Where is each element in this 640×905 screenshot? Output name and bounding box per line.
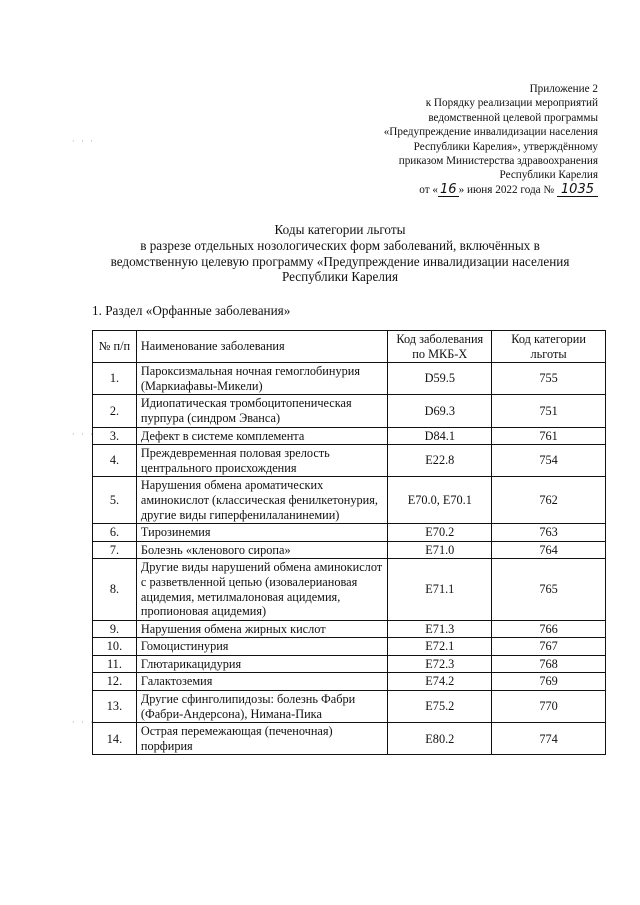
margin-mark: · · ·: [72, 718, 95, 727]
title-line: ведомственную целевую программу «Предупреждение инвалидизации населения: [110, 253, 570, 269]
document-title: [90, 222, 590, 285]
title-line: Республики Карелия: [281, 269, 399, 285]
annex-line: Приложение 2: [529, 83, 598, 95]
icd-code: E22.8: [388, 445, 492, 477]
title-line: в разрезе отдельных нозологических форм заболеваний, включённых в: [140, 237, 540, 253]
disease-name: Преждевременная половая зрелость центрального происхождения: [136, 445, 387, 477]
icd-code: E70.0, E70.1: [388, 477, 492, 524]
date-day-handwritten: 16: [440, 181, 457, 197]
benefit-category-code: 768: [492, 655, 606, 673]
icd-code: E71.0: [388, 541, 492, 559]
row-number: 11.: [93, 655, 137, 673]
disease-name: Идиопатическая тромбоцитопеническая пурпура (синдром Эванса): [136, 395, 387, 427]
icd-code: E74.2: [388, 673, 492, 691]
icd-code: E71.3: [388, 620, 492, 638]
disease-name: Тирозинемия: [136, 524, 387, 542]
icd-code: E72.3: [388, 655, 492, 673]
margin-mark: · · ·: [72, 430, 95, 439]
annex-line: Республики Карелия: [499, 169, 598, 182]
disease-name: Галактоземия: [136, 673, 387, 691]
table-row: [93, 541, 606, 559]
benefit-category-code: 770: [492, 691, 606, 723]
icd-code: E70.2: [388, 524, 492, 542]
icd-code: E71.1: [388, 559, 492, 620]
benefit-category-code: 761: [492, 427, 606, 445]
annex-date: [298, 183, 598, 197]
row-number: 6.: [93, 524, 137, 542]
disease-name: Нарушения обмена жирных кислот: [136, 620, 387, 638]
date-mid: » июня 2022 года №: [458, 183, 555, 196]
benefit-category-code: 754: [492, 445, 606, 477]
benefit-category-code: 767: [492, 638, 606, 656]
row-number: 1.: [93, 363, 137, 395]
row-number: 12.: [93, 673, 137, 691]
table-row: [93, 655, 606, 673]
benefit-category-code: 755: [492, 363, 606, 395]
row-number: 4.: [93, 445, 137, 477]
table-row: [93, 395, 606, 427]
annex-block: [298, 82, 598, 197]
benefit-category-code: 769: [492, 673, 606, 691]
row-number: 13.: [93, 691, 137, 723]
disease-name: Болезнь «кленового сиропа»: [136, 541, 387, 559]
disease-codes-table: [92, 330, 606, 755]
disease-name: Острая перемежающая (печеночная) порфирия: [136, 723, 387, 755]
row-number: 8.: [93, 559, 137, 620]
benefit-category-code: 765: [492, 559, 606, 620]
benefit-category-code: 751: [492, 395, 606, 427]
order-number-handwritten: 1035: [557, 183, 598, 197]
header-code: Код заболевания по МКБ-Х: [388, 331, 492, 363]
icd-code: E75.2: [388, 691, 492, 723]
row-number: 5.: [93, 477, 137, 524]
icd-code: D84.1: [388, 427, 492, 445]
row-number: 3.: [93, 427, 137, 445]
table-row: [93, 559, 606, 620]
table-row: [93, 445, 606, 477]
table-row: [93, 524, 606, 542]
margin-mark: · · ·: [72, 137, 95, 146]
benefit-category-code: 764: [492, 541, 606, 559]
benefit-category-code: 763: [492, 524, 606, 542]
annex-line: приказом Министерства здравоохранения: [398, 155, 598, 168]
annex-line: Республики Карелия», утверждённому: [413, 140, 598, 153]
table-row: [93, 638, 606, 656]
disease-name: Другие сфинголипидозы: болезнь Фабри (Фабри-Андерсона), Нимана-Пика: [136, 691, 387, 723]
table-header-row: [93, 331, 606, 363]
annex-line: к Порядку реализации мероприятий: [425, 97, 598, 110]
table-row: [93, 673, 606, 691]
date-prefix: от «: [419, 183, 439, 196]
row-number: 9.: [93, 620, 137, 638]
table-row: [93, 477, 606, 524]
disease-name: Нарушения обмена ароматических аминокислот (классическая фенилкетонурия, другие виды гиперфенилаланинемии): [136, 477, 387, 524]
row-number: 10.: [93, 638, 137, 656]
icd-code: E80.2: [388, 723, 492, 755]
table-row: [93, 723, 606, 755]
annex-line: ведомственной целевой программы: [428, 111, 598, 124]
table-row: [93, 427, 606, 445]
annex-line: «Предупреждение инвалидизации населения: [383, 126, 598, 139]
header-name: Наименование заболевания: [136, 331, 387, 363]
table-row: [93, 691, 606, 723]
disease-name: Пароксизмальная ночная гемоглобинурия (Маркиафавы-Микели): [136, 363, 387, 395]
benefit-category-code: 762: [492, 477, 606, 524]
disease-name: Гомоцистинурия: [136, 638, 387, 656]
disease-name: Другие виды нарушений обмена аминокислот с разветвленной цепью (изовалериановая ацидемия, метилмалоновая ацидемия, пропионовая ацидемия): [136, 559, 387, 620]
title-line: Коды категории льготы: [274, 222, 406, 237]
table-row: [93, 363, 606, 395]
icd-code: D59.5: [388, 363, 492, 395]
header-category: Код категории льготы: [492, 331, 606, 363]
benefit-category-code: 774: [492, 723, 606, 755]
section-heading: 1. Раздел «Орфанные заболевания»: [92, 303, 291, 318]
icd-code: E72.1: [388, 638, 492, 656]
row-number: 14.: [93, 723, 137, 755]
icd-code: D69.3: [388, 395, 492, 427]
header-num: № п/п: [93, 331, 137, 363]
benefit-category-code: 766: [492, 620, 606, 638]
disease-name: Глютарикацидурия: [136, 655, 387, 673]
table-row: [93, 620, 606, 638]
table-body: [93, 363, 606, 755]
disease-name: Дефект в системе комплемента: [136, 427, 387, 445]
row-number: 7.: [93, 541, 137, 559]
row-number: 2.: [93, 395, 137, 427]
